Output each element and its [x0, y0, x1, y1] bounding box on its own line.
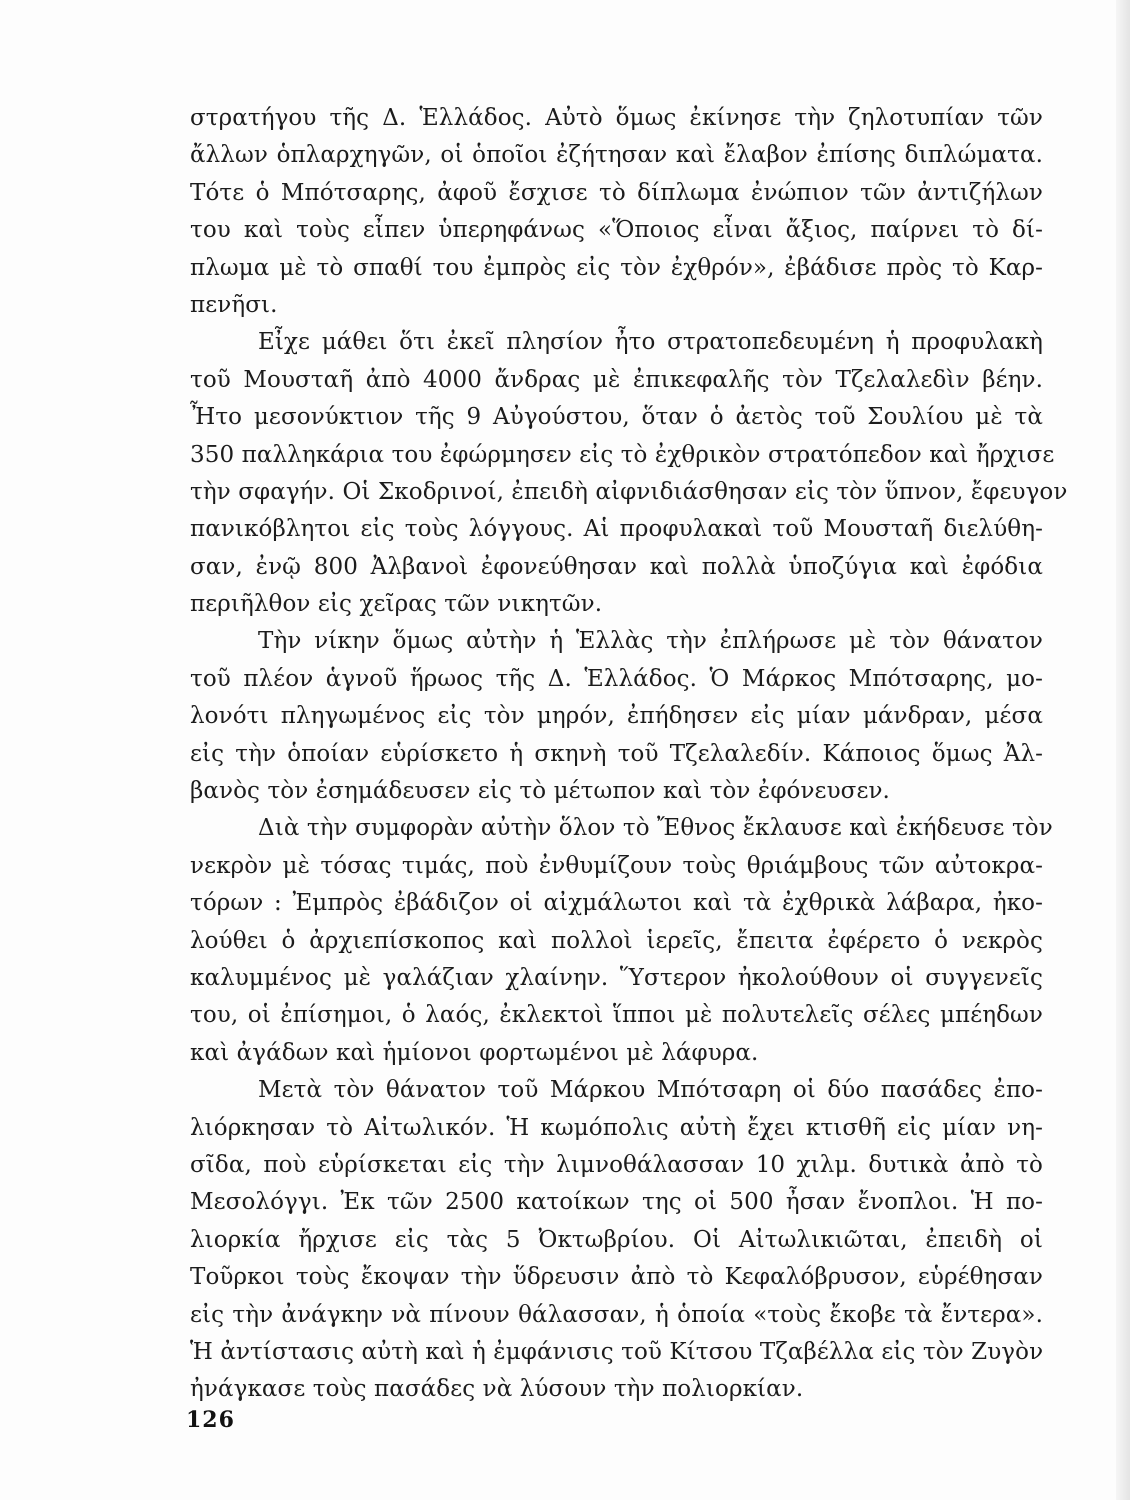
text-line: ἄλλων ὁπλαρχηγῶν, οἱ ὁποῖοι ἐζήτησαν καὶ ἔλαβον ἐπίσης διπλώματα.: [190, 142, 1043, 169]
text-line: Μετὰ τὸν θάνατον τοῦ Μάρκου Μπότσαρη οἱ δύο πασάδες ἐπο-: [258, 1077, 1043, 1104]
page-edge-shadow: [1116, 0, 1130, 1500]
text-line: εἰς τὴν ὁποίαν εὑρίσκετο ἡ σκηνὴ τοῦ Τζελαλεδίν. Κάποιος ὅμως Ἀλ-: [190, 740, 1043, 767]
text-line: λιορκία ἤρχισε εἰς τὰς 5 Ὀκτωβρίου. Οἱ Αἰτωλικιῶται, ἐπειδὴ οἱ: [190, 1226, 1043, 1253]
text-line: 350 παλληκάρια του ἐφώρμησεν εἰς τὸ ἐχθρικὸν στρατόπεδον καὶ ἤρχισε: [190, 441, 1055, 468]
text-line: σῖδα, ποὺ εὑρίσκεται εἰς τὴν λιμνοθάλασσαν 10 χιλμ. δυτικὰ ἀπὸ τὸ: [190, 1151, 1043, 1178]
text-line: πλωμα μὲ τὸ σπαθί του ἐμπρὸς εἰς τὸν ἐχθρόν», ἐβάδισε πρὸς τὸ Καρ-: [190, 254, 1043, 281]
text-line: του, οἱ ἐπίσημοι, ὁ λαός, ἐκλεκτοὶ ἵπποι μὲ πολυτελεῖς σέλες μπέηδων: [190, 1002, 1043, 1029]
page-number: 126: [186, 1407, 235, 1433]
text-line: τοῦ πλέον ἁγνοῦ ἥρωος τῆς Δ. Ἑλλάδος. Ὁ Μάρκος Μπότσαρης, μο-: [190, 665, 1043, 692]
text-line: ἠνάγκασε τοὺς πασάδες νὰ λύσουν τὴν πολιορκίαν.: [190, 1376, 804, 1403]
text-line: σαν, ἐνῷ 800 Ἀλβανοὶ ἐφονεύθησαν καὶ πολλὰ ὑποζύγια καὶ ἐφόδια: [190, 553, 1043, 580]
text-line: λονότι πληγωμένος εἰς τὸν μηρόν, ἐπήδησεν εἰς μίαν μάνδραν, μέσα: [190, 703, 1043, 730]
text-line: τὴν σφαγήν. Οἱ Σκοδρινοί, ἐπειδὴ αἰφνιδιάσθησαν εἰς τὸν ὕπνον, ἔφευγον: [190, 478, 1068, 505]
text-line: λούθει ὁ ἀρχιεπίσκοπος καὶ πολλοὶ ἱερεῖς, ἔπειτα ἐφέρετο ὁ νεκρὸς: [190, 927, 1043, 954]
text-line: καὶ ἀγάδων καὶ ἡμίονοι φορτωμένοι μὲ λάφυρα.: [190, 1039, 759, 1066]
text-line: Τότε ὁ Μπότσαρης, ἀφοῦ ἔσχισε τὸ δίπλωμα ἐνώπιον τῶν ἀντιζήλων: [190, 179, 1043, 206]
text-line: καλυμμένος μὲ γαλάζιαν χλαίνην. Ὕστερον ἠκολούθουν οἱ συγγενεῖς: [190, 964, 1043, 991]
text-line: νεκρὸν μὲ τόσας τιμάς, ποὺ ἐνθυμίζουν τοὺς θριάμβους τῶν αὐτοκρα-: [190, 852, 1043, 879]
text-line: στρατήγου τῆς Δ. Ἑλλάδος. Αὐτὸ ὅμως ἐκίνησε τὴν ζηλοτυπίαν τῶν: [190, 105, 1043, 131]
text-line: Ἡ ἀντίστασις αὐτὴ καὶ ἡ ἐμφάνισις τοῦ Κίτσου Τζαβέλλα εἰς τὸν Ζυγὸν: [190, 1338, 1044, 1365]
text-line: βανὸς τὸν ἐσημάδευσεν εἰς τὸ μέτωπον καὶ τὸν ἐφόνευσεν.: [190, 778, 890, 805]
text-line: εἰς τὴν ἀνάγκην νὰ πίνουν θάλασσαν, ἡ ὁποία «τοὺς ἔκοβε τὰ ἔντερα».: [190, 1301, 1043, 1328]
text-line: Τὴν νίκην ὅμως αὐτὴν ἡ Ἑλλὰς τὴν ἐπλήρωσε μὲ τὸν θάνατον: [258, 628, 1043, 655]
text-line: Ἦτο μεσονύκτιον τῆς 9 Αὐγούστου, ὅταν ὁ ἀετὸς τοῦ Σουλίου μὲ τὰ: [190, 404, 1043, 431]
text-line: λιόρκησαν τὸ Αἰτωλικόν. Ἡ κωμόπολις αὐτὴ ἔχει κτισθῆ εἰς μίαν νη-: [190, 1114, 1043, 1141]
text-line: πενῆσι.: [190, 291, 278, 318]
text-line: Εἶχε μάθει ὅτι ἐκεῖ πλησίον ἦτο στρατοπεδευμένη ἡ προφυλακὴ: [258, 329, 1043, 356]
text-line: Τοῦρκοι τοὺς ἔκοψαν τὴν ὕδρευσιν ἀπὸ τὸ Κεφαλόβρυσον, εὑρέθησαν: [190, 1264, 1043, 1291]
text-line: Διὰ τὴν συμφορὰν αὐτὴν ὅλον τὸ Ἔθνος ἔκλαυσε καὶ ἐκήδευσε τὸν: [258, 815, 1053, 842]
text-line: Μεσολόγγι. Ἐκ τῶν 2500 κατοίκων της οἱ 500 ἦσαν ἔνοπλοι. Ἡ πο-: [190, 1189, 1043, 1216]
body-text: [190, 100, 1068, 1409]
text-line: περιῆλθον εἰς χεῖρας τῶν νικητῶν.: [190, 591, 603, 618]
text-line: του καὶ τοὺς εἶπεν ὑπερηφάνως «Ὅποιος εἶναι ἄξιος, παίρνει τὸ δί-: [190, 217, 1043, 244]
text-line: πανικόβλητοι εἰς τοὺς λόγγους. Αἱ προφυλακαὶ τοῦ Μουσταῆ διελύθη-: [190, 516, 1043, 543]
text-line: τόρων : Ἐμπρὸς ἐβάδιζον οἱ αἰχμάλωτοι καὶ τὰ ἐχθρικὰ λάβαρα, ἠκο-: [190, 890, 1043, 917]
text-line: τοῦ Μουσταῆ ἀπὸ 4000 ἄνδρας μὲ ἐπικεφαλῆς τὸν Τζελαλεδὶν βέην.: [190, 366, 1043, 393]
